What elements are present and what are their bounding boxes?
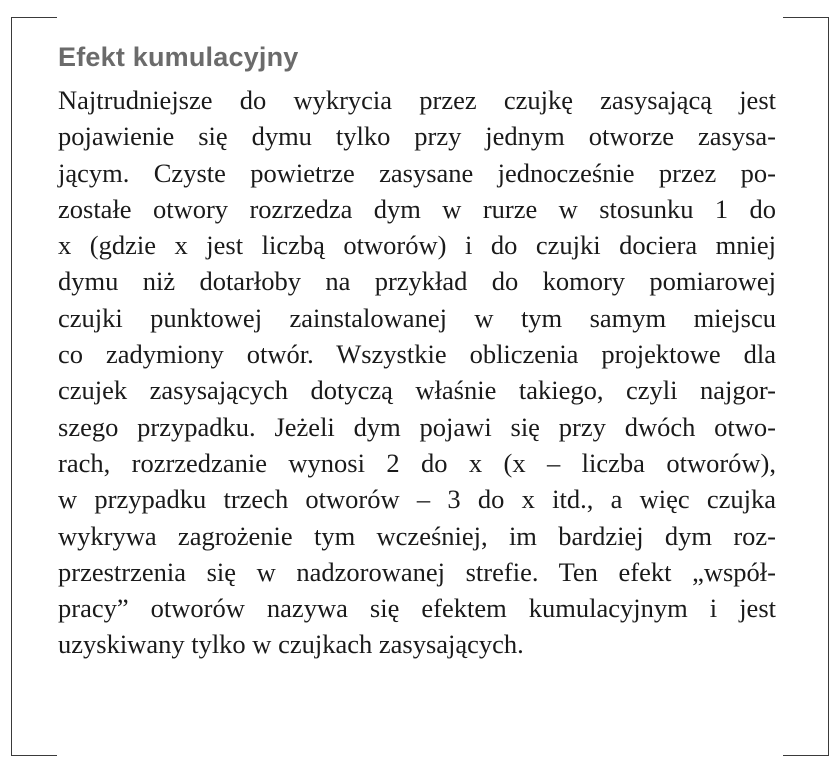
- paragraph-line: co zadymiony otwór. Wszystkie obliczenia projektowe dla: [58, 339, 776, 370]
- paragraph-line: uzyskiwany tylko w czujkach zasysających.: [58, 629, 524, 660]
- paragraph-line: jącym. Czyste powietrze zasysane jednocześnie przez po-: [58, 157, 776, 188]
- frame-corner-top-right: [783, 17, 829, 43]
- paragraph-line: rach, rozrzedzanie wynosi 2 do x (x – liczba otworów),: [58, 447, 776, 478]
- paragraph-line: wykrywa zagrożenie tym wcześniej, im bardziej dym roz-: [58, 520, 776, 551]
- frame-corner-bottom-right: [783, 730, 829, 756]
- paragraph-line: x (gdzie x jest liczbą otworów) i do czujki dociera mniej: [58, 230, 776, 261]
- frame-corner-bottom-left: [11, 730, 57, 756]
- paragraph-line: szego przypadku. Jeżeli dym pojawi się przy dwóch otwo-: [58, 411, 776, 442]
- body-paragraph: [58, 82, 776, 663]
- paragraph-line: pojawienie się dymu tylko przy jednym otworze zasysa-: [58, 121, 776, 152]
- paragraph-line: czujki punktowej zainstalowanej w tym samym miejscu: [58, 302, 776, 333]
- text-box-content: [58, 38, 776, 663]
- frame-corner-top-left: [11, 17, 57, 43]
- paragraph-line: dymu niż dotarłoby na przykład do komory pomiarowej: [58, 266, 776, 297]
- paragraph-line: czujek zasysających dotyczą właśnie takiego, czyli najgor-: [58, 375, 776, 406]
- paragraph-line: w przypadku trzech otworów – 3 do x itd., a więc czujka: [58, 484, 776, 515]
- paragraph-line: Najtrudniejsze do wykrycia przez czujkę zasysającą jest: [58, 85, 776, 115]
- paragraph-line: przestrzenia się w nadzorowanej strefie. Ten efekt „współ-: [58, 556, 776, 587]
- frame-side-right: [828, 17, 829, 756]
- frame-side-left: [11, 17, 12, 756]
- paragraph-line: pracy” otworów nazywa się efektem kumulacyjnym i jest: [58, 593, 776, 624]
- paragraph-line: zostałe otwory rozrzedza dym w rurze w stosunku 1 do: [58, 193, 776, 224]
- box-title: Efekt kumulacyjny: [58, 42, 299, 72]
